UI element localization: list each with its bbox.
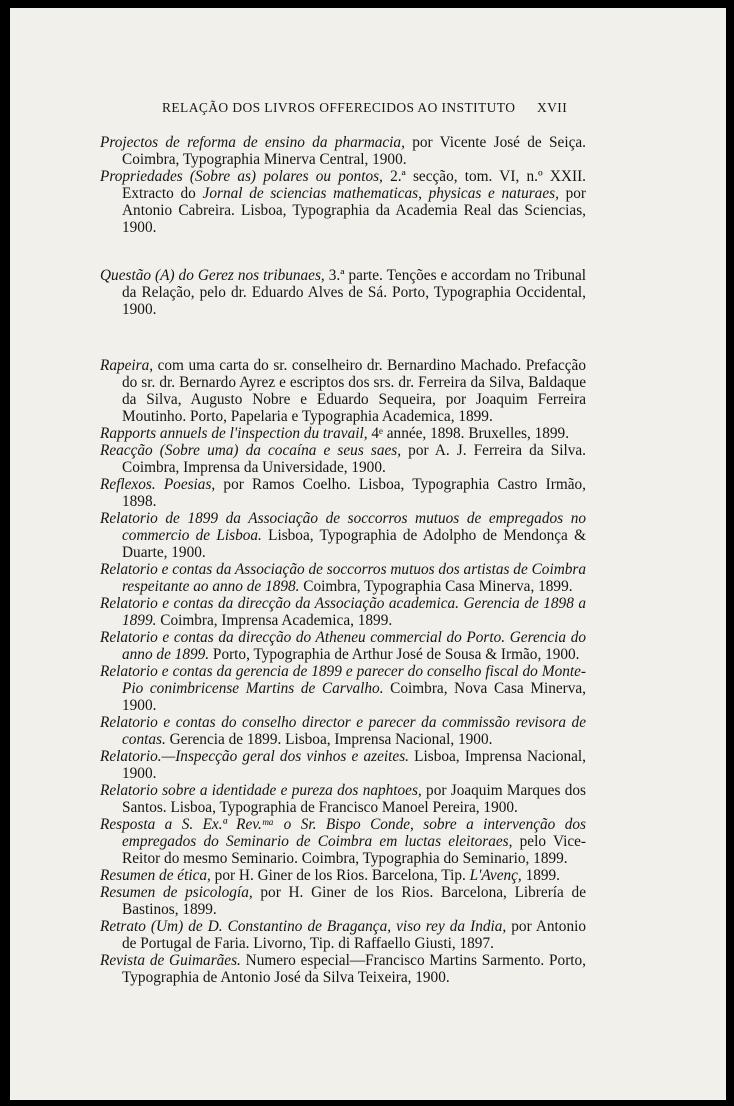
bibliography-entry [100,476,586,510]
entry-details-secondary: por Antonio Cabreira. Lisboa, Typographia da Academia Real das Sciencias, 1900. [122,185,586,236]
entry-details: Coimbra, Imprensa Academica, 1899. [156,612,393,629]
entry-details: com uma carta do sr. conselheiro dr. Bernardino Machado. Prefacção do sr. dr. Bernardo Ayrez e escriptos dos srs. dr. Ferreira da Silva, Baldaque da Silva, Augusto Nobre e Eduardo Sequeira, por Joaquim Ferreira Moutinho. Porto, Papelaria e Typographia Academica, 1899. [122,357,586,425]
entry-title: Relatorio.—Inspecção geral dos vinhos e azeites. [100,748,409,765]
bibliography-entry [100,629,586,663]
bibliography-entry [100,510,586,561]
entry-title: Relatorio e contas da direcção da Associação academica. Gerencia de 1898 a 1899. [100,595,586,629]
entry-details: 4ᵉ année, 1898. Bruxelles, 1899. [367,425,570,442]
entry-details: por H. Giner de los Rios. Barcelona, Tip. [210,867,470,884]
bibliography-entry [100,425,586,442]
bibliography-entry [100,782,586,816]
entry-details: por Antonio de Portugal de Faria. Livorno, Tip. di Raffaello Giusti, 1897. [122,918,586,952]
bibliography-entry [100,595,586,629]
entry-title-secondary: L'Avenç, [469,867,522,884]
bibliography-entry [100,442,586,476]
entry-title: Relatorio e contas da Associação de soccorros mutuos dos artistas de Coimbra respeitante ao anno de 1898. [100,561,586,595]
entry-title: Resposta a S. Ex.ª Rev.ᵐᵃ o Sr. Bispo Conde, sobre a intervenção dos empregados do Seminario de Coimbra em luctas eleitoraes, [100,816,586,850]
entry-title: Rapeira, [100,357,154,374]
entry-title: Reflexos. Poesias, [100,476,216,493]
bibliography-list [100,134,586,986]
entry-details: 2.ª secção, tom. VI, n.º XXII. Extracto do [122,168,586,202]
entry-details: por Ramos Coelho. Lisboa, Typographia Castro Irmão, 1898. [122,476,586,510]
entry-details: por Vicente José de Seiça. Coimbra, Typographia Minerva Central, 1900. [122,134,586,168]
bibliography-entry [100,918,586,952]
entry-details: 3.ª parte. Tenções e accordam no Tribunal da Relação, pelo dr. Eduardo Alves de Sá. Porto, Typographia Occidental, 1900. [122,267,586,318]
entry-title: Reacção (Sobre uma) da cocaína e seus saes, [100,442,402,459]
entry-title-secondary: Jornal de sciencias mathematicas, physicas e naturaes, [202,185,559,202]
page-number: XVII [537,100,568,115]
entry-title: Relatorio e contas do conselho director e parecer da commissão revisora de contas. [100,714,586,748]
bibliography-entry [100,884,586,918]
entry-details: Coimbra, Typographia Casa Minerva, 1899. [299,578,573,595]
bibliography-entry [100,168,586,236]
entry-title: Relatorio e contas da direcção do Atheneu commercial do Porto. Gerencia do anno de 1899. [100,629,586,663]
entry-title: Rapports annuels de l'inspection du travail, [100,425,368,442]
entry-details: Porto, Typographia de Arthur José de Sousa & Irmão, 1900. [209,646,580,663]
entry-title: Relatorio de 1899 da Associação de soccorros mutuos de empregados no commercio de Lisboa. [100,510,586,544]
entry-title: Retrato (Um) de D. Constantino de Bragança, viso rey da India, [100,918,507,935]
bibliography-entry [100,357,586,425]
entry-details: Lisboa, Imprensa Nacional, 1900. [122,748,586,782]
entry-details: pelo Vice-Reitor do mesmo Seminario. Coimbra, Typographia do Seminario, 1899. [122,833,586,867]
bibliography-entry [100,267,586,318]
entry-details: Gerencia de 1899. Lisboa, Imprensa Nacional, 1900. [165,731,493,748]
bibliography-entry [100,748,586,782]
scan-edge-mark [0,688,9,700]
bibliography-entry [100,816,586,867]
bibliography-entry [100,663,586,714]
bibliography-entry [100,952,586,986]
entry-details: Coimbra, Nova Casa Minerva, 1900. [122,680,586,714]
bibliography-entry [100,714,586,748]
entry-details: por H. Giner de los Rios. Barcelona, Librería de Bastinos, 1899. [122,884,586,918]
header-title: RELAÇÃO DOS LIVROS OFFERECIDOS AO INSTITUTO [162,100,516,115]
entry-title: Revista de Guimarães. [100,952,241,969]
entry-details: Lisboa, Typographia de Adolpho de Mendonça & Duarte, 1900. [122,527,586,561]
entry-details-secondary: 1899. [521,867,560,884]
entry-title: Projectos de reforma de ensino da pharmacia, [100,134,405,151]
entry-title: Relatorio sobre a identidade e pureza dos naphtoes, [100,782,422,799]
bibliography-entry [100,561,586,595]
entry-title: Questão (A) do Gerez nos tribunaes, [100,267,325,284]
bibliography-entry [100,867,586,884]
entry-details: por Joaquim Marques dos Santos. Lisboa, Typographia de Francisco Manoel Pereira, 1900. [122,782,586,816]
entry-details: Numero especial—Francisco Martins Sarmento. Porto, Typographia de Antonio José da Silva Teixeira, 1900. [122,952,587,986]
book-page [10,8,726,1100]
entry-title: Resumen de ética, [100,867,211,884]
entry-title: Resumen de psicología, [100,884,253,901]
entry-details: por A. J. Ferreira da Silva. Coimbra, Imprensa da Universidade, 1900. [122,442,586,476]
entry-title: Propriedades (Sobre as) polares ou pontos, [100,168,383,185]
entry-title: Relatorio e contas da gerencia de 1899 e parecer do conselho fiscal do Monte-Pio conimbricense Martins de Carvalho. [100,663,586,697]
bibliography-entry [100,134,586,168]
